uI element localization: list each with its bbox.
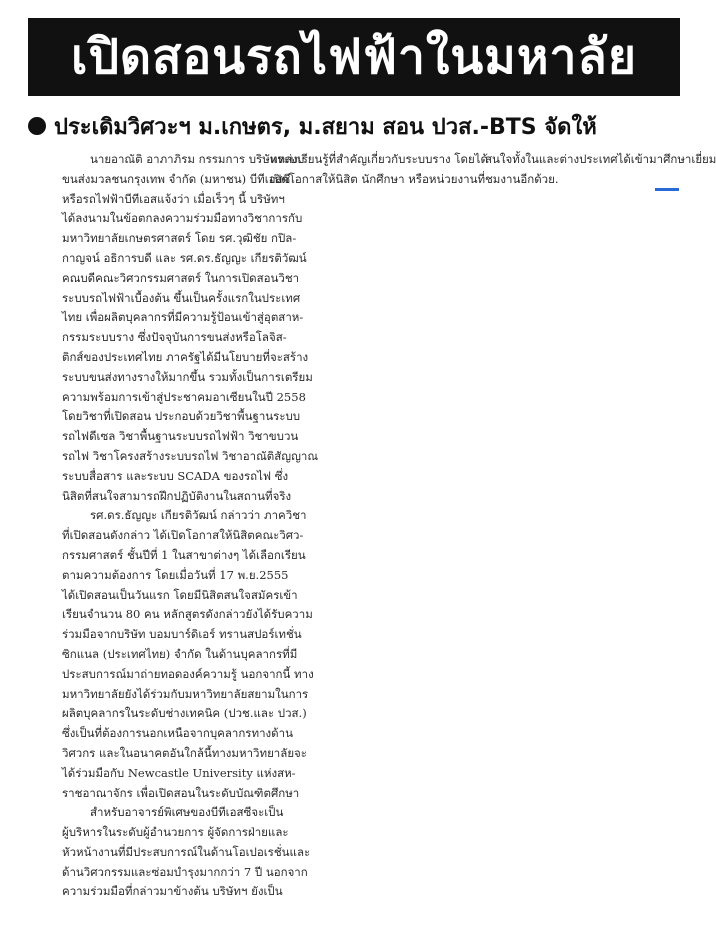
article-column-3 [485, 150, 716, 190]
article-line: ได้เปิดสอนเป็นวันแรก โดยมีนิสิตสนใจสมัครเข้า [62, 587, 298, 602]
article-line: มหาวิทยาลัยเกษตรศาสตร์ โดย รศ.วุฒิชัย กปิล- [62, 231, 297, 246]
article-line: สนใจทั้งในและต่างประเทศได้เข้ามาศึกษาเยี่ยม [485, 152, 716, 166]
article-line: กรรมระบบราง ซึ่งปัจจุบันการขนส่งหรือโลจิส- [62, 330, 287, 345]
article-column-1 [62, 150, 319, 902]
article-line: ตามความต้องการ โดยเมื่อวันที่ 17 พ.ย.2555 [62, 567, 289, 582]
article-line: ได้ลงนามในข้อตกลงความร่วมมือทางวิชาการกับ [62, 211, 303, 226]
article-line: ไทย เพื่อผลิตบุคลากรที่มีความรู้ป้อนเข้าสู่อุตสาห- [62, 310, 304, 325]
article-line: ผลิตบุคลากรในระดับช่างเทคนิค (ปวช.และ ปวส.) [62, 706, 307, 721]
article-line: รถไฟดีเซล วิชาพื้นฐานระบบรถไฟฟ้า วิชาขบวน [62, 429, 299, 444]
article-line: ผู้บริหารในระดับผู้อำนวยการ ผู้จัดการฝ่ายและ [62, 825, 289, 840]
article-line: วิศวกร และในอนาคตอันใกล้นี้ทางมหาวิทยาลัยจะ [62, 745, 307, 760]
bullet-icon [28, 117, 46, 135]
article-line: ด้านวิศวกรรมและซ่อมบำรุงมากกว่า 7 ปี นอกจาก [62, 864, 308, 879]
article-line: หรือรถไฟฟ้าบีทีเอสแจ้งว่า เมื่อเร็วๆ นี้ บริษัทฯ [62, 191, 285, 206]
article-line: รศ.ดร.ธัญญะ เกียรติวัฒน์ กล่าวว่า ภาควิชา [90, 508, 307, 523]
article-line: ความร่วมมือที่กล่าวมาข้างต้น บริษัทฯ ยังเป็น [62, 884, 283, 899]
article-line: ระบบรถไฟฟ้าเบื้องต้น ขึ้นเป็นครั้งแรกในประเทศ [62, 290, 301, 305]
article-line: กรรมศาสตร์ ชั้นปีที่ 1 ในสาขาต่างๆ ได้เลือกเรียน [62, 547, 306, 562]
article-column-2 [270, 150, 488, 190]
article-line: แหล่งเรียนรู้ที่สำคัญเกี่ยวกับระบบราง โดยได้ [270, 152, 488, 166]
article-line: นิสิตที่สนใจสามารถฝึกปฏิบัติงานในสถานที่จริง [62, 488, 292, 503]
article-line: ติกส์ของประเทศไทย ภาครัฐได้มีนโยบายที่จะสร้าง [62, 349, 309, 364]
article-line: คณบดีคณะวิศวกรรมศาสตร์ ในการเปิดสอนวิชา [62, 270, 300, 285]
subheadline: ประเดิมวิศวะฯ ม.เกษตร, ม.สยาม สอน ปวส.-BTS จัดให้ [54, 114, 597, 140]
article-line: ราชอาณาจักร เพื่อเปิดสอนในระดับบัณฑิตศึกษา [62, 785, 300, 800]
article-line: ระบบขนส่งทางรางให้มากขึ้น รวมทั้งเป็นการเตรียม [62, 369, 313, 384]
article-line: มหาวิทยาลัยยังได้ร่วมกับมหาวิทยาลัยสยามในการ [62, 686, 309, 701]
end-mark-icon [655, 188, 679, 191]
article-line: โดยวิชาที่เปิดสอน ประกอบด้วยวิชาพื้นฐานระบบ [62, 409, 301, 424]
article-line: นายอาณัติ อาภาภิรม กรรมการ บริษัทระบบ [90, 152, 305, 166]
article-line: ความพร้อมการเข้าสู่ประชาคมอาเซียนในปี 2558 [62, 389, 306, 404]
article-line: ร่วมมือจากบริษัท บอมบาร์ดิเอร์ ทรานสปอร์เทชั่น [62, 627, 302, 642]
article-line: ซึ่งเป็นที่ต้องการนอกเหนือจากบุคลากรทางด้าน [62, 726, 293, 741]
subheadline-row [28, 108, 688, 144]
article-line: ประสบการณ์มาถ่ายทอดองค์ความรู้ นอกจากนี้ ทาง [62, 666, 314, 681]
article-line: เรียนจำนวน 80 คน หลักสูตรดังกล่าวยังได้รับความ [62, 607, 313, 622]
article-line: ขนส่งมวลชนกรุงเทพ จำกัด (มหาชน) บีทีเอสซี [62, 171, 291, 186]
headline-banner [28, 18, 680, 96]
article-line: ระบบสื่อสาร และระบบ SCADA ของรถไฟ ซึ่ง [62, 468, 289, 483]
article-line: รถไฟ วิชาโครงสร้างระบบรถไฟ วิชาอาณัติสัญญาณ [62, 448, 319, 463]
article-line: ซิกแนล (ประเทศไทย) จำกัด ในด้านบุคลากรที่มี [62, 646, 298, 661]
headline: เปิดสอนรถไฟฟ้าในมหาลัย [71, 29, 637, 85]
article-line: ชมงานอีกด้วย. [485, 171, 559, 186]
article-line: หัวหน้างานที่มีประสบการณ์ในด้านโอเปอเรชั่นและ [62, 844, 311, 859]
article-line: กาญจน์ อธิการบดี และ รศ.ดร.ธัญญะ เกียรติวัฒน์ [62, 250, 307, 265]
article-line: ที่เปิดสอนดังกล่าว ได้เปิดโอกาสให้นิสิตคณะวิศว- [62, 528, 304, 543]
article-line: สำหรับอาจารย์พิเศษของบีทีเอสซีจะเป็น [90, 805, 284, 820]
article-line: เปิดโอกาสให้นิสิต นักศึกษา หรือหน่วยงานที่ [270, 171, 486, 186]
article-line: ได้ร่วมมือกับ Newcastle University แห่งสห- [62, 765, 296, 780]
